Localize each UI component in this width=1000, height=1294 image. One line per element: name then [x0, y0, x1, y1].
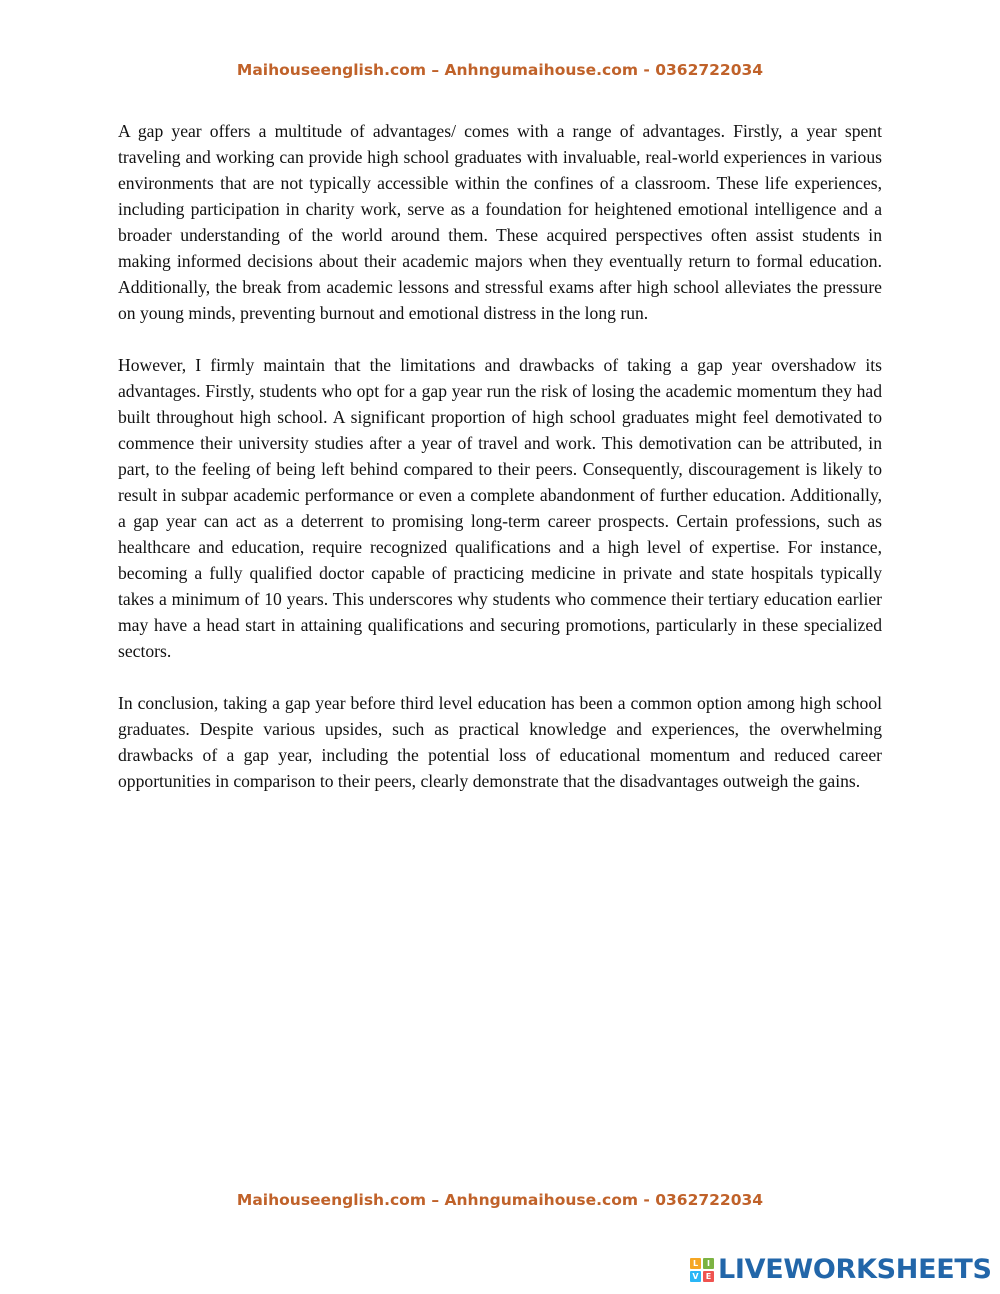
essay-paragraph-1: A gap year offers a multitude of advantages/ comes with a range of advantages. Firstly, a year spent traveling and working can provide high school graduates with invaluable, real-world experiences in various environments that are not typically accessible within the confines of a classroom. These life experiences, including participation in charity work, serve as a foundation for heightened emotional intelligence and a broader understanding of the world around them. These acquired perspectives often assist students in making informed decisions about their academic majors when they eventually return to formal education. Additionally, the break from academic lessons and stressful exams after high school alleviates the pressure on young minds, preventing burnout and emotional distress in the long run. — [118, 121, 882, 323]
page-header: Maihouseenglish.com – Anhngumaihouse.com - 0362722034 — [236, 61, 764, 79]
logo-tile-l: L — [690, 1258, 701, 1269]
liveworksheets-logo[interactable] — [690, 1254, 992, 1286]
essay-paragraph-2: However, I firmly maintain that the limitations and drawbacks of taking a gap year overshadow its advantages. Firstly, students who opt for a gap year run the risk of losing the academic momentum they had built throughout high school. A significant proportion of high school graduates might feel demotivated to commence their university studies after a year of travel and work. This demotivation can be attributed, in part, to the feeling of being left behind compared to their peers. Consequently, discouragement is likely to result in subpar academic performance or even a complete abandonment of further education. Additionally, a gap year can act as a deterrent to promising long-term career prospects. Certain professions, such as healthcare and education, require recognized qualifications and a high level of expertise. For instance, becoming a fully qualified doctor capable of practicing medicine in private and state hospitals typically takes a minimum of 10 years. This underscores why students who commence their tertiary education earlier may have a head start in attaining qualifications and securing promotions, particularly in these specialized sectors. — [118, 355, 882, 661]
logo-tile-v: V — [690, 1271, 701, 1282]
liveworksheets-logo-icon — [690, 1258, 714, 1282]
essay-body — [118, 118, 882, 820]
essay-paragraph-3: In conclusion, taking a gap year before third level education has been a common option among high school graduates. Despite various upsides, such as practical knowledge and experiences, the overwhelming drawbacks of a gap year, including the potential loss of educational momentum and reduced career opportunities in comparison to their peers, clearly demonstrate that the disadvantages outweigh the gains. — [118, 693, 882, 791]
liveworksheets-wordmark: LIVEWORKSHEETS — [718, 1254, 992, 1285]
logo-tile-i: I — [703, 1258, 714, 1269]
logo-tile-e: E — [703, 1271, 714, 1282]
page-footer: Maihouseenglish.com – Anhngumaihouse.com - 0362722034 — [236, 1191, 764, 1209]
